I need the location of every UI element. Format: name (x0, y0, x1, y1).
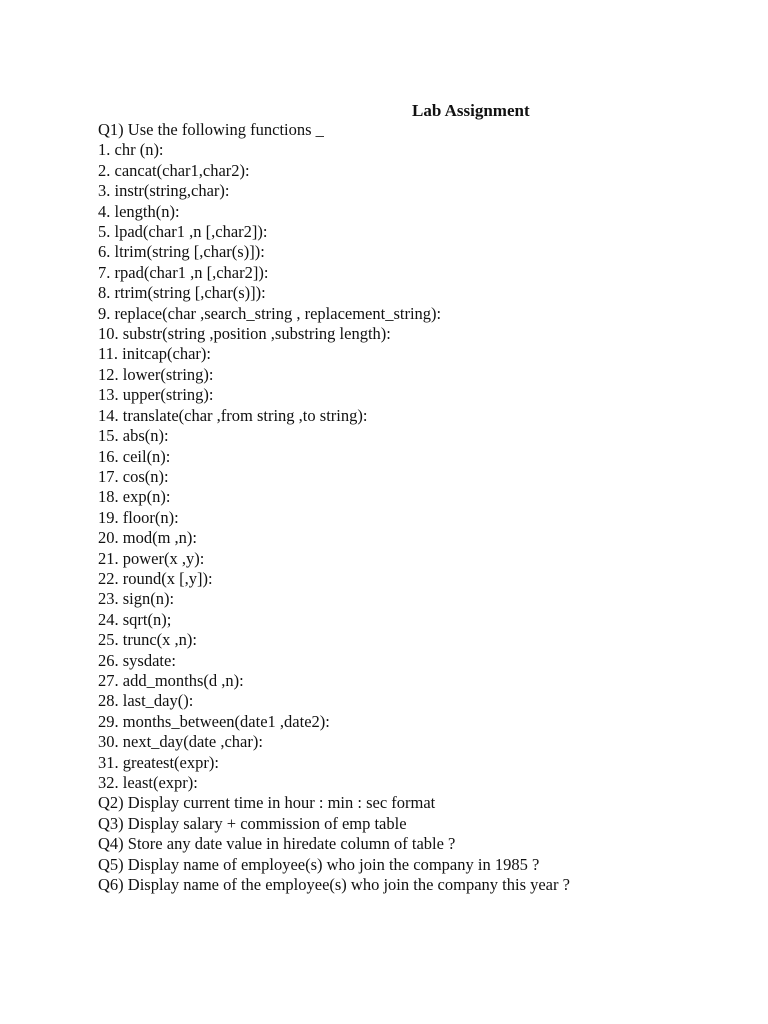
function-item: 30. next_day(date ,char): (98, 732, 263, 752)
question-list (98, 793, 738, 895)
question-item: Q3) Display salary + commission of emp table (98, 813, 407, 833)
function-item: 16. ceil(n): (98, 446, 171, 466)
function-item: 12. lower(string): (98, 364, 214, 384)
function-item: 23. sign(n): (98, 589, 175, 609)
function-item: 4. length(n): (98, 201, 180, 221)
function-item: 6. ltrim(string [,char(s)]): (98, 242, 265, 262)
function-item: 20. mod(m ,n): (98, 528, 197, 548)
function-item: 24. sqrt(n); (98, 609, 172, 629)
function-item: 32. least(expr): (98, 773, 198, 792)
function-item: 31. greatest(expr): (98, 752, 219, 772)
question-1-heading: Q1) Use the following functions _ (98, 120, 324, 139)
function-item: 27. add_months(d ,n): (98, 670, 244, 690)
function-item: 14. translate(char ,from string ,to string): (98, 405, 368, 425)
function-item: 19. floor(n): (98, 507, 179, 527)
page-title: Lab Assignment (412, 101, 530, 120)
question-item: Q2) Display current time in hour : min : sec format (98, 793, 436, 813)
question-item: Q4) Store any date value in hiredate column of table ? (98, 834, 456, 854)
function-item: 3. instr(string,char): (98, 181, 230, 201)
function-item: 22. round(x [,y]): (98, 568, 213, 588)
function-list (98, 140, 738, 793)
function-item: 29. months_between(date1 ,date2): (98, 711, 330, 731)
function-item: 13. upper(string): (98, 385, 214, 405)
function-item: 21. power(x ,y): (98, 548, 205, 568)
function-item: 15. abs(n): (98, 426, 169, 446)
function-item: 7. rpad(char1 ,n [,char2]): (98, 262, 269, 282)
function-item: 25. trunc(x ,n): (98, 630, 197, 650)
function-item: 5. lpad(char1 ,n [,char2]): (98, 222, 268, 242)
function-item: 2. cancat(char1,char2): (98, 160, 250, 180)
function-item: 9. replace(char ,search_string , replacement_string): (98, 303, 442, 323)
function-item: 8. rtrim(string [,char(s)]): (98, 283, 266, 303)
function-item: 18. exp(n): (98, 487, 171, 507)
function-item: 11. initcap(char): (98, 344, 212, 364)
function-item: 1. chr (n): (98, 140, 164, 160)
assignment-content (98, 120, 738, 895)
function-item: 26. sysdate: (98, 650, 176, 670)
function-item: 17. cos(n): (98, 466, 169, 486)
question-item: Q6) Display name of the employee(s) who join the company this year ? (98, 875, 570, 895)
function-item: 10. substr(string ,position ,substring length): (98, 324, 391, 344)
function-item: 28. last_day(): (98, 691, 194, 711)
question-item: Q5) Display name of employee(s) who join the company in 1985 ? (98, 854, 540, 874)
